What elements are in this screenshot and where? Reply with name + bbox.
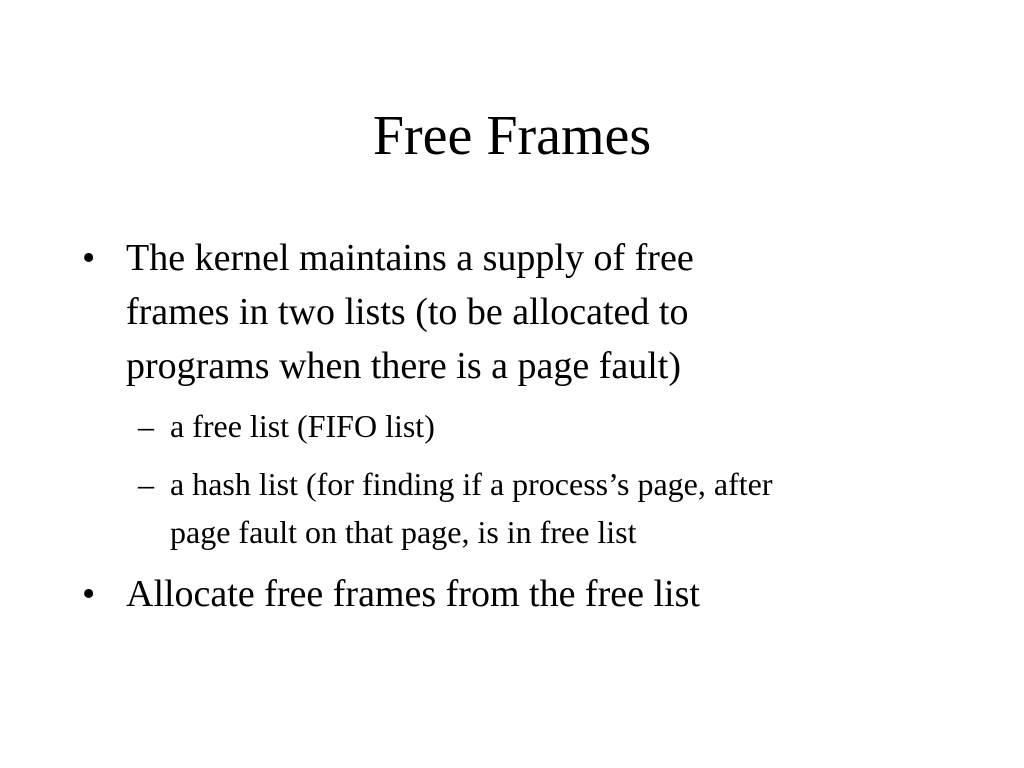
- bullet-text: The kernel maintains a supply of free frames in two lists (to be allocated to programs when there is a page fault): [126, 237, 694, 387]
- sub-bullet-text: a hash list (for finding if a process’s page, after page fault on that page, is in free list: [170, 466, 773, 550]
- sub-bullet-text: a free list (FIFO list): [170, 408, 435, 444]
- bullet-item-kernel-free-frames: [82, 231, 942, 393]
- sub-bullet-marker: –: [138, 466, 154, 502]
- bullet-marker: •: [82, 573, 96, 615]
- bullet-text: Allocate free frames from the free list: [126, 573, 700, 615]
- bullet-item-allocate-free-frames: [82, 567, 942, 621]
- bullet-marker: •: [82, 237, 96, 279]
- sub-bullet-free-list: [138, 402, 958, 450]
- slide-title: Free Frames: [372, 105, 652, 167]
- sub-bullet-hash-list: [138, 460, 958, 556]
- sub-bullet-marker: –: [138, 408, 154, 444]
